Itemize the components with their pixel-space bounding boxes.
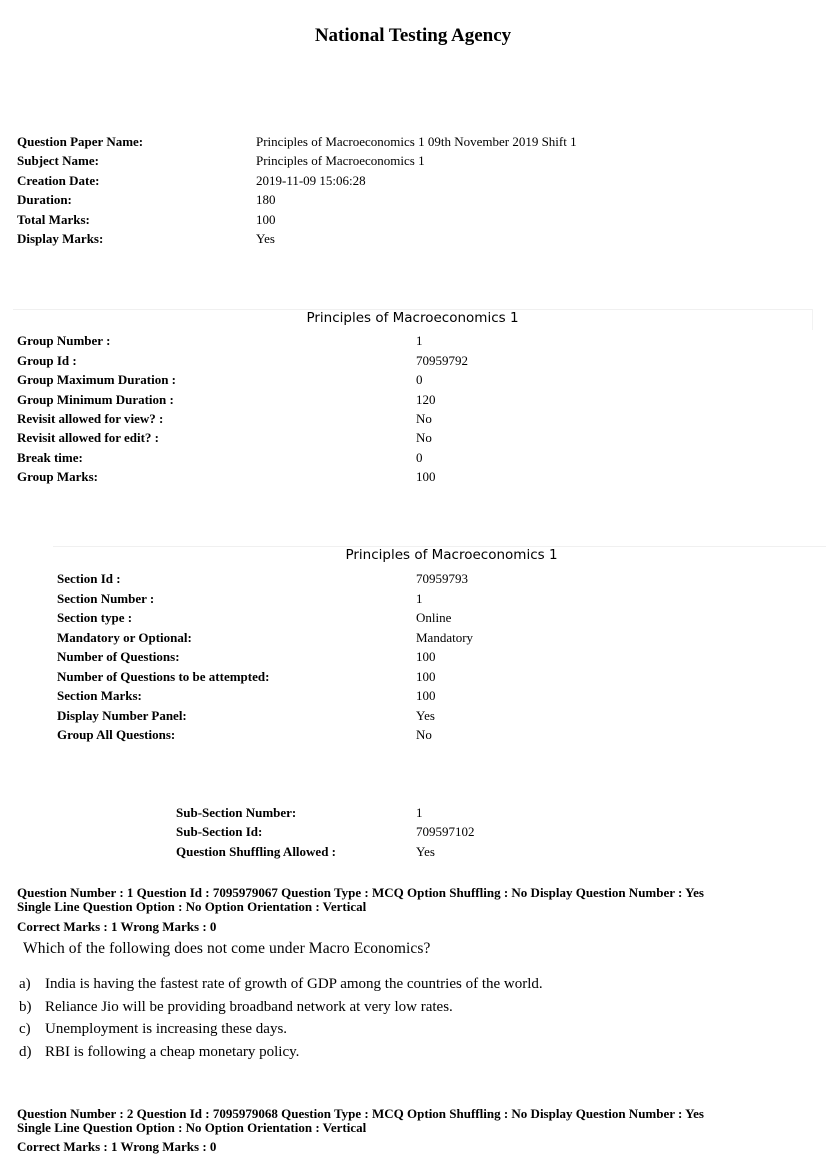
display-marks-label: Display Marks:	[17, 231, 104, 246]
question-meta-line2: Single Line Question Option : No Option Orientation : Vertical	[17, 1120, 367, 1135]
option-a-letter: a)	[19, 976, 31, 992]
option-a-text: India is having the fastest rate of growth of GDP among the countries of the world.	[45, 976, 543, 992]
revisit-view-label: Revisit allowed for view? :	[17, 411, 164, 426]
group-max-duration-value: 0	[416, 372, 423, 387]
display-panel-label: Display Number Panel:	[57, 708, 187, 723]
display-marks-value: Yes	[256, 231, 275, 246]
option-b-text: Reliance Jio will be providing broadband network at very low rates.	[45, 999, 453, 1015]
duration-label: Duration:	[17, 192, 72, 207]
group-all-label: Group All Questions:	[57, 727, 176, 742]
section-type-label: Section type :	[57, 610, 133, 625]
question-marks: Correct Marks : 1 Wrong Marks : 0	[17, 1139, 217, 1154]
question-shuffling-label: Question Shuffling Allowed :	[176, 844, 337, 859]
group-max-duration-label: Group Maximum Duration :	[17, 372, 177, 387]
break-time-value: 0	[416, 450, 423, 465]
revisit-edit-value: No	[416, 430, 432, 445]
question-marks: Correct Marks : 1 Wrong Marks : 0	[17, 919, 217, 934]
group-heading: Principles of Macroeconomics 1	[13, 309, 813, 330]
section-marks-label: Section Marks:	[57, 688, 142, 703]
total-marks-value: 100	[256, 212, 276, 227]
option-b-letter: b)	[19, 999, 32, 1015]
group-all-value: No	[416, 727, 432, 742]
option-d-text: RBI is following a cheap monetary policy.	[45, 1044, 300, 1060]
subsection-number-value: 1	[416, 805, 423, 820]
section-number-label: Section Number :	[57, 591, 155, 606]
display-panel-value: Yes	[416, 708, 435, 723]
section-number-value: 1	[416, 591, 423, 606]
subject-name-label: Subject Name:	[17, 153, 99, 168]
subsection-id-value: 709597102	[416, 824, 475, 839]
revisit-view-value: No	[416, 411, 432, 426]
option-d-letter: d)	[19, 1044, 32, 1060]
paper-name-label: Question Paper Name:	[17, 134, 144, 149]
group-number-label: Group Number :	[17, 333, 111, 348]
group-number-value: 1	[416, 333, 423, 348]
group-min-duration-value: 120	[416, 392, 436, 407]
group-id-value: 70959792	[416, 353, 468, 368]
subsection-id-label: Sub-Section Id:	[176, 824, 263, 839]
mandatory-label: Mandatory or Optional:	[57, 630, 192, 645]
revisit-edit-label: Revisit allowed for edit? :	[17, 430, 160, 445]
question-meta-line1: Question Number : 1 Question Id : 7095979067 Question Type : MCQ Option Shuffling : No Display Question Number : Yes	[17, 885, 704, 900]
num-attempt-label: Number of Questions to be attempted:	[57, 669, 270, 684]
section-id-value: 70959793	[416, 571, 468, 586]
section-marks-value: 100	[416, 688, 436, 703]
num-attempt-value: 100	[416, 669, 436, 684]
option-c-letter: c)	[19, 1021, 31, 1037]
mandatory-value: Mandatory	[416, 630, 474, 645]
group-id-label: Group Id :	[17, 353, 77, 368]
question-shuffling-value: Yes	[416, 844, 435, 859]
num-questions-value: 100	[416, 649, 436, 664]
break-time-label: Break time:	[17, 450, 83, 465]
section-type-value: Online	[416, 610, 452, 625]
document-title: National Testing Agency	[314, 25, 512, 46]
group-min-duration-label: Group Minimum Duration :	[17, 392, 174, 407]
total-marks-label: Total Marks:	[17, 212, 90, 227]
group-marks-label: Group Marks:	[17, 469, 99, 484]
question-meta-line2: Single Line Question Option : No Option Orientation : Vertical	[17, 899, 367, 914]
group-marks-value: 100	[416, 469, 436, 484]
num-questions-label: Number of Questions:	[57, 649, 180, 664]
creation-date-label: Creation Date:	[17, 173, 100, 188]
section-id-label: Section Id :	[57, 571, 121, 586]
paper-name-value: Principles of Macroeconomics 1 09th November 2019 Shift 1	[256, 134, 577, 149]
question-text: Which of the following does not come under Macro Economics?	[23, 940, 431, 957]
option-c-text: Unemployment is increasing these days.	[45, 1021, 288, 1037]
section-heading: Principles of Macroeconomics 1	[53, 546, 826, 567]
subsection-number-label: Sub-Section Number:	[176, 805, 297, 820]
creation-date-value: 2019-11-09 15:06:28	[256, 173, 366, 188]
duration-value: 180	[256, 192, 276, 207]
question-meta-line1: Question Number : 2 Question Id : 7095979068 Question Type : MCQ Option Shuffling : No Display Question Number : Yes	[17, 1106, 704, 1121]
subject-name-value: Principles of Macroeconomics 1	[256, 153, 425, 168]
